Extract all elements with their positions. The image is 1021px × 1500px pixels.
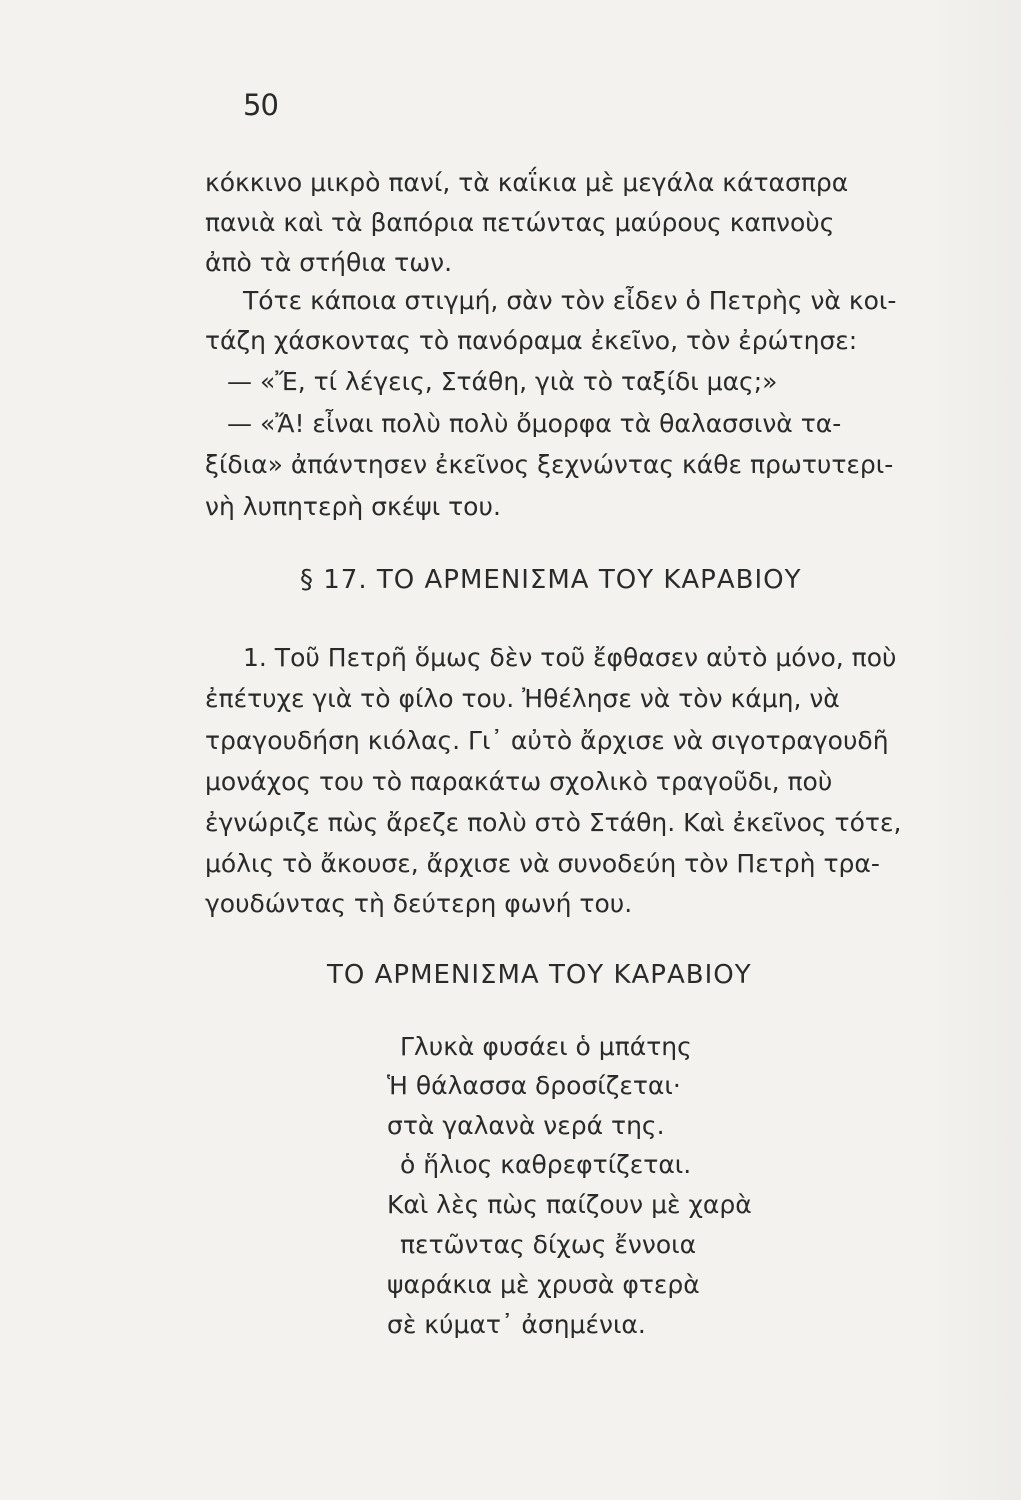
prose-line: ξίδια» ἀπάντησεν ἐκεῖνος ξεχνώντας κάθε πρωτυτερι- bbox=[205, 450, 894, 479]
prose-line: 1. Τοῦ Πετρῆ ὅμως δὲν τοῦ ἔφθασεν αὐτὸ μόνο, ποὺ bbox=[243, 643, 897, 672]
prose-line: κόκκινο μικρὸ πανί, τὰ καΐκια μὲ μεγάλα κάτασπρα bbox=[205, 168, 849, 197]
prose-line: νὴ λυπητερὴ σκέψι του. bbox=[205, 492, 501, 521]
poem-line: Γλυκὰ φυσάει ὁ μπάτης bbox=[400, 1032, 692, 1061]
poem-line: ψαράκια μὲ χρυσὰ φτερὰ bbox=[387, 1270, 700, 1299]
prose-line: — «Ἄ! εἶναι πολὺ πολὺ ὄμορφα τὰ θαλασσινὰ τα- bbox=[227, 409, 842, 438]
prose-line: γουδώντας τὴ δεύτερη φωνή του. bbox=[205, 889, 633, 918]
bleed-through-shadow bbox=[931, 0, 1021, 1500]
prose-line: τάζη χάσκοντας τὸ πανόραμα ἐκεῖνο, τὸν ἐρώτησε: bbox=[205, 326, 858, 355]
prose-line: ἀπὸ τὰ στήθια των. bbox=[205, 248, 453, 277]
poem-line: ὁ ἥλιος καθρεφτίζεται. bbox=[400, 1150, 692, 1179]
poem-line: πετῶντας δίχως ἔννοια bbox=[400, 1230, 697, 1259]
poem-line: Ἡ θάλασσα δροσίζεται· bbox=[387, 1071, 681, 1100]
poem-line: στὰ γαλανὰ νερά της. bbox=[387, 1111, 665, 1140]
prose-line: ἐγνώριζε πὼς ἄρεζε πολὺ στὸ Στάθη. Καὶ ἐκεῖνος τότε, bbox=[205, 808, 902, 837]
prose-line: μόλις τὸ ἄκουσε, ἄρχισε νὰ συνοδεύη τὸν Πετρὴ τρα- bbox=[205, 849, 880, 878]
poem-title: ΤΟ ΑΡΜΕΝΙΣΜΑ ΤΟΥ ΚΑΡΑΒΙΟΥ bbox=[327, 960, 752, 990]
section-heading: § 17. ΤΟ ΑΡΜΕΝΙΣΜΑ ΤΟΥ ΚΑΡΑΒΙΟΥ bbox=[300, 565, 802, 595]
prose-line: τραγουδήση κιόλας. Γι᾽ αὐτὸ ἄρχισε νὰ σιγοτραγουδῆ bbox=[205, 726, 889, 755]
poem-line: σὲ κύματ᾽ ἀσημένια. bbox=[387, 1310, 646, 1339]
prose-line: Τότε κάποια στιγμή, σὰν τὸν εἶδεν ὁ Πετρὴς νὰ κοι- bbox=[243, 286, 897, 315]
prose-line: πανιὰ καὶ τὰ βαπόρια πετώντας μαύρους καπνοὺς bbox=[205, 208, 835, 237]
page-number: 50 bbox=[243, 88, 278, 122]
poem-line: Καὶ λὲς πὼς παίζουν μὲ χαρὰ bbox=[387, 1190, 752, 1219]
prose-line: μονάχος του τὸ παρακάτω σχολικὸ τραγοῦδι, ποὺ bbox=[205, 767, 833, 796]
prose-line: — «Ἔ, τί λέγεις, Στάθη, γιὰ τὸ ταξίδι μας;» bbox=[227, 367, 778, 396]
prose-line: ἐπέτυχε γιὰ τὸ φίλο του. Ἠθέλησε νὰ τὸν κάμη, νὰ bbox=[205, 684, 840, 713]
